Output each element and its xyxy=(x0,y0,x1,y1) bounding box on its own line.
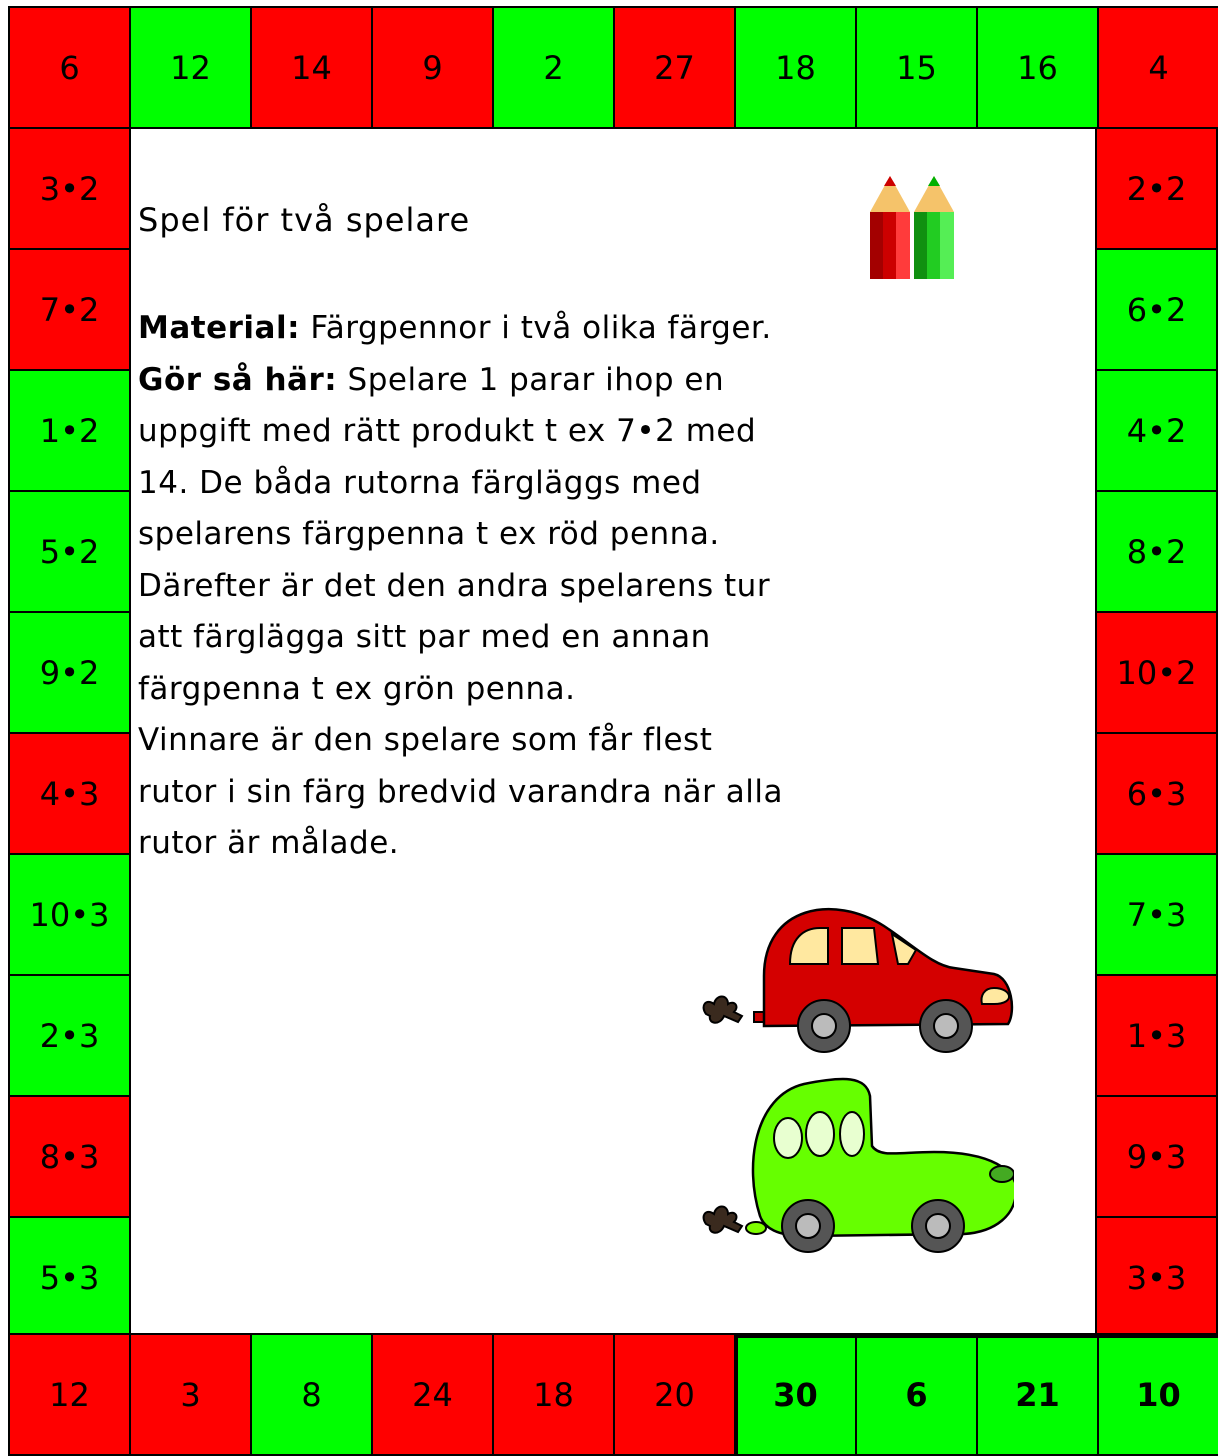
game-title: Spel för två spelare xyxy=(138,201,471,239)
instruction-line: Vinnare är den spelare som får flest xyxy=(138,722,713,758)
board-cell-top[interactable]: 4 xyxy=(1097,6,1218,129)
board-cell-right[interactable]: 3•3 xyxy=(1095,1216,1218,1339)
board-cell-right[interactable]: 10•2 xyxy=(1095,611,1218,734)
board-cell-top[interactable]: 15 xyxy=(855,6,978,129)
pencils-icon xyxy=(868,174,958,279)
board-cell-left[interactable]: 9•2 xyxy=(8,611,131,734)
board-cell-bottom[interactable]: 6 xyxy=(855,1333,978,1456)
board-cell-top[interactable]: 18 xyxy=(734,6,857,129)
board-cell-bottom[interactable]: 20 xyxy=(613,1333,736,1456)
board-cell-left[interactable]: 3•2 xyxy=(8,127,131,250)
board-cell-bottom[interactable]: 12 xyxy=(8,1333,131,1456)
thick-border-left xyxy=(734,1334,738,1455)
instruction-line: uppgift med rätt produkt t ex 7•2 med xyxy=(138,413,757,449)
board-cell-right[interactable]: 6•2 xyxy=(1095,248,1218,371)
howto-text: Spelare 1 parar ihop en xyxy=(337,361,725,398)
material-text: Färgpennor i två olika färger. xyxy=(299,310,772,346)
board-cell-right[interactable]: 8•2 xyxy=(1095,490,1218,613)
howto-label: Gör så här: xyxy=(138,361,338,398)
instructions-text xyxy=(138,303,878,870)
instruction-line: 14. De båda rutorna färgläggs med xyxy=(138,464,702,501)
board-cell-left[interactable]: 4•3 xyxy=(8,732,131,855)
board-cell-bottom[interactable]: 10 xyxy=(1097,1333,1218,1456)
instruction-line: rutor i sin färg bredvid varandra när alla xyxy=(138,773,783,810)
game-board xyxy=(8,6,1218,1455)
red-car-icon xyxy=(694,886,1014,1056)
board-cell-top[interactable]: 14 xyxy=(250,6,373,129)
board-cell-top[interactable]: 16 xyxy=(976,6,1099,129)
board-cell-left[interactable]: 7•2 xyxy=(8,248,131,371)
instruction-line: spelarens färgpenna t ex röd penna. xyxy=(138,516,720,552)
instruction-line: Därefter är det den andra spelarens tur xyxy=(138,567,771,604)
board-cell-bottom[interactable]: 21 xyxy=(976,1333,1099,1456)
board-cell-right[interactable]: 1•3 xyxy=(1095,974,1218,1097)
board-cell-right[interactable]: 4•2 xyxy=(1095,369,1218,492)
board-cell-top[interactable]: 2 xyxy=(492,6,615,129)
board-cell-bottom[interactable]: 30 xyxy=(734,1333,857,1456)
board-cell-bottom[interactable]: 24 xyxy=(371,1333,494,1456)
board-cell-right[interactable]: 9•3 xyxy=(1095,1095,1218,1218)
howto-line xyxy=(138,355,878,407)
board-cell-left[interactable]: 10•3 xyxy=(8,853,131,976)
board-cell-top[interactable]: 27 xyxy=(613,6,736,129)
material-label: Material: xyxy=(138,310,300,346)
board-cell-bottom[interactable]: 18 xyxy=(492,1333,615,1456)
board-cell-left[interactable]: 2•3 xyxy=(8,974,131,1097)
board-cell-left[interactable]: 8•3 xyxy=(8,1095,131,1218)
instruction-line: att färglägga sitt par med en annan xyxy=(138,619,711,655)
board-cell-top[interactable]: 12 xyxy=(129,6,252,129)
board-cell-right[interactable]: 6•3 xyxy=(1095,732,1218,855)
board-cell-top[interactable]: 6 xyxy=(8,6,131,129)
material-line xyxy=(138,303,878,355)
board-cell-left[interactable]: 5•2 xyxy=(8,490,131,613)
board-cell-left[interactable]: 1•2 xyxy=(8,369,131,492)
instruction-line: färgpenna t ex grön penna. xyxy=(138,670,576,707)
board-cell-right[interactable]: 2•2 xyxy=(1095,127,1218,250)
board-cell-top[interactable]: 9 xyxy=(371,6,494,129)
board-cell-bottom[interactable]: 3 xyxy=(129,1333,252,1456)
instruction-line: rutor är målade. xyxy=(138,825,400,861)
board-cell-left[interactable]: 5•3 xyxy=(8,1216,131,1339)
board-cell-right[interactable]: 7•3 xyxy=(1095,853,1218,976)
board-cell-bottom[interactable]: 8 xyxy=(250,1333,373,1456)
green-car-icon xyxy=(694,1076,1014,1266)
